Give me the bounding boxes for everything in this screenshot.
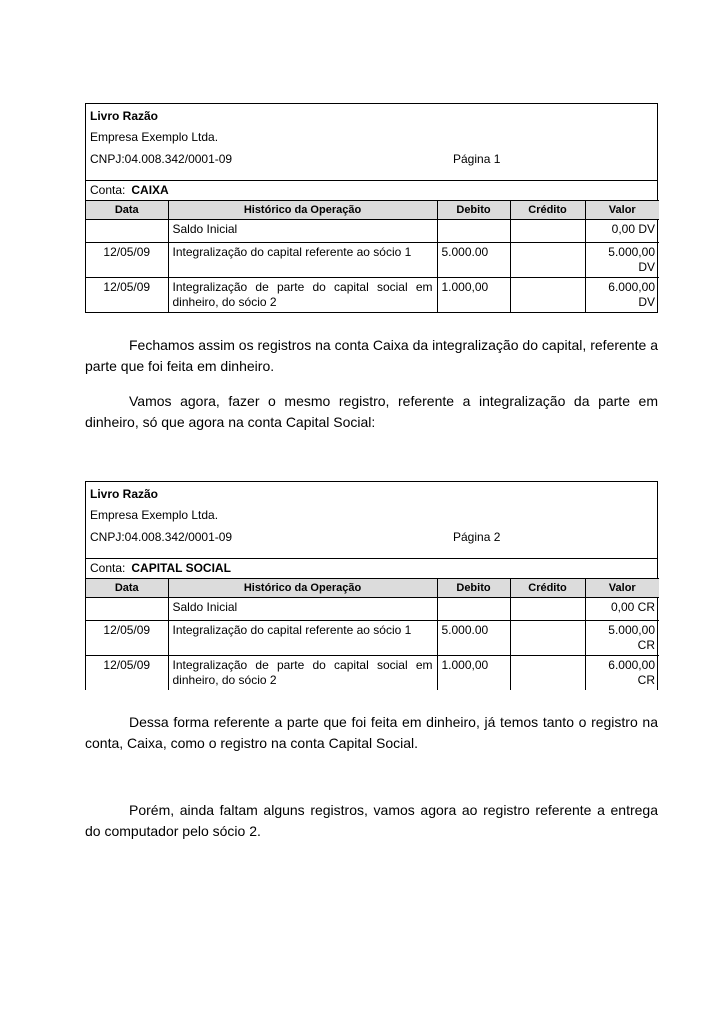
table-row [86, 220, 659, 243]
column-header-credit: Crédito [510, 201, 585, 220]
cell-date: 12/05/09 [86, 278, 168, 313]
cell-debit: 5.000.00 [437, 621, 510, 656]
column-header-history: Histórico da Operação [168, 579, 437, 598]
table-row [86, 656, 659, 691]
cell-history: Saldo Inicial [168, 598, 437, 621]
company-name: Empresa Exemplo Ltda. [90, 508, 219, 522]
cell-credit [510, 656, 585, 691]
cell-debit [437, 598, 510, 621]
cell-debit: 1.000,00 [437, 278, 510, 313]
cell-credit [510, 243, 585, 278]
page-number: Página 1 [453, 152, 501, 166]
cell-history: Integralização do capital referente ao sócio 1 [168, 621, 437, 656]
paragraph: Fechamos assim os registros na conta Caixa da integralização do capital, referente a parte que foi feita em dinheiro. [85, 337, 658, 374]
account-line [86, 559, 657, 578]
account-name: CAPITAL SOCIAL [131, 561, 231, 575]
cell-date: 12/05/09 [86, 621, 168, 656]
table-row [86, 598, 659, 621]
column-header-credit: Crédito [510, 579, 585, 598]
cell-credit [510, 598, 585, 621]
cell-value: 5.000,00 CR [585, 621, 659, 656]
column-header-date: Data [86, 201, 168, 220]
column-header-value: Valor [585, 579, 659, 598]
table-header-row [86, 579, 659, 598]
company-name: Empresa Exemplo Ltda. [90, 130, 219, 144]
paragraph: Porém, ainda faltam alguns registros, vamos agora ao registro referente a entrega do computador pelo sócio 2. [85, 802, 658, 839]
ledger-caixa [85, 103, 658, 313]
cell-credit [510, 621, 585, 656]
cell-debit [437, 220, 510, 243]
cell-history: Integralização de parte do capital social em dinheiro, do sócio 2 [168, 656, 437, 691]
account-label: Conta: [90, 561, 126, 575]
cell-date: 12/05/09 [86, 656, 168, 691]
cell-value: 0,00 DV [585, 220, 659, 243]
ledger-table [86, 200, 659, 312]
cell-credit [510, 278, 585, 313]
cell-date [86, 220, 168, 243]
ledger-table [86, 578, 659, 690]
ledger-capital-social [85, 481, 658, 690]
column-header-debit: Debito [437, 201, 510, 220]
table-row [86, 243, 659, 278]
cell-history: Integralização do capital referente ao sócio 1 [168, 243, 437, 278]
column-header-debit: Debito [437, 579, 510, 598]
paragraph: Dessa forma referente a parte que foi feita em dinheiro, já temos tanto o registro na conta, Caixa, como o registro na conta Capital Social. [85, 714, 658, 751]
cell-debit: 1.000,00 [437, 656, 510, 691]
page-number: Página 2 [453, 530, 501, 544]
ledger-title: Livro Razão [90, 109, 159, 123]
column-header-date: Data [86, 579, 168, 598]
account-label: Conta: [90, 183, 126, 197]
company-cnpj: CNPJ:04.008.342/0001-09 [90, 152, 233, 166]
account-line [86, 181, 657, 200]
cell-credit [510, 220, 585, 243]
ledger-title: Livro Razão [90, 487, 159, 501]
cell-value: 0,00 CR [585, 598, 659, 621]
table-row [86, 278, 659, 313]
cell-value: 5.000,00 DV [585, 243, 659, 278]
ledger-header [86, 482, 657, 559]
cell-date [86, 598, 168, 621]
company-cnpj: CNPJ:04.008.342/0001-09 [90, 530, 233, 544]
cell-history: Saldo Inicial [168, 220, 437, 243]
table-header-row [86, 201, 659, 220]
column-header-history: Histórico da Operação [168, 201, 437, 220]
cell-value: 6.000,00 CR [585, 656, 659, 691]
table-row [86, 621, 659, 656]
cell-value: 6.000,00 DV [585, 278, 659, 313]
account-name: CAIXA [131, 183, 169, 197]
cell-debit: 5.000.00 [437, 243, 510, 278]
cell-history: Integralização de parte do capital social em dinheiro, do sócio 2 [168, 278, 437, 313]
paragraph: Vamos agora, fazer o mesmo registro, referente a integralização da parte em dinheiro, só que agora na conta Capital Social: [85, 393, 658, 430]
cell-date: 12/05/09 [86, 243, 168, 278]
column-header-value: Valor [585, 201, 659, 220]
ledger-header [86, 104, 657, 181]
